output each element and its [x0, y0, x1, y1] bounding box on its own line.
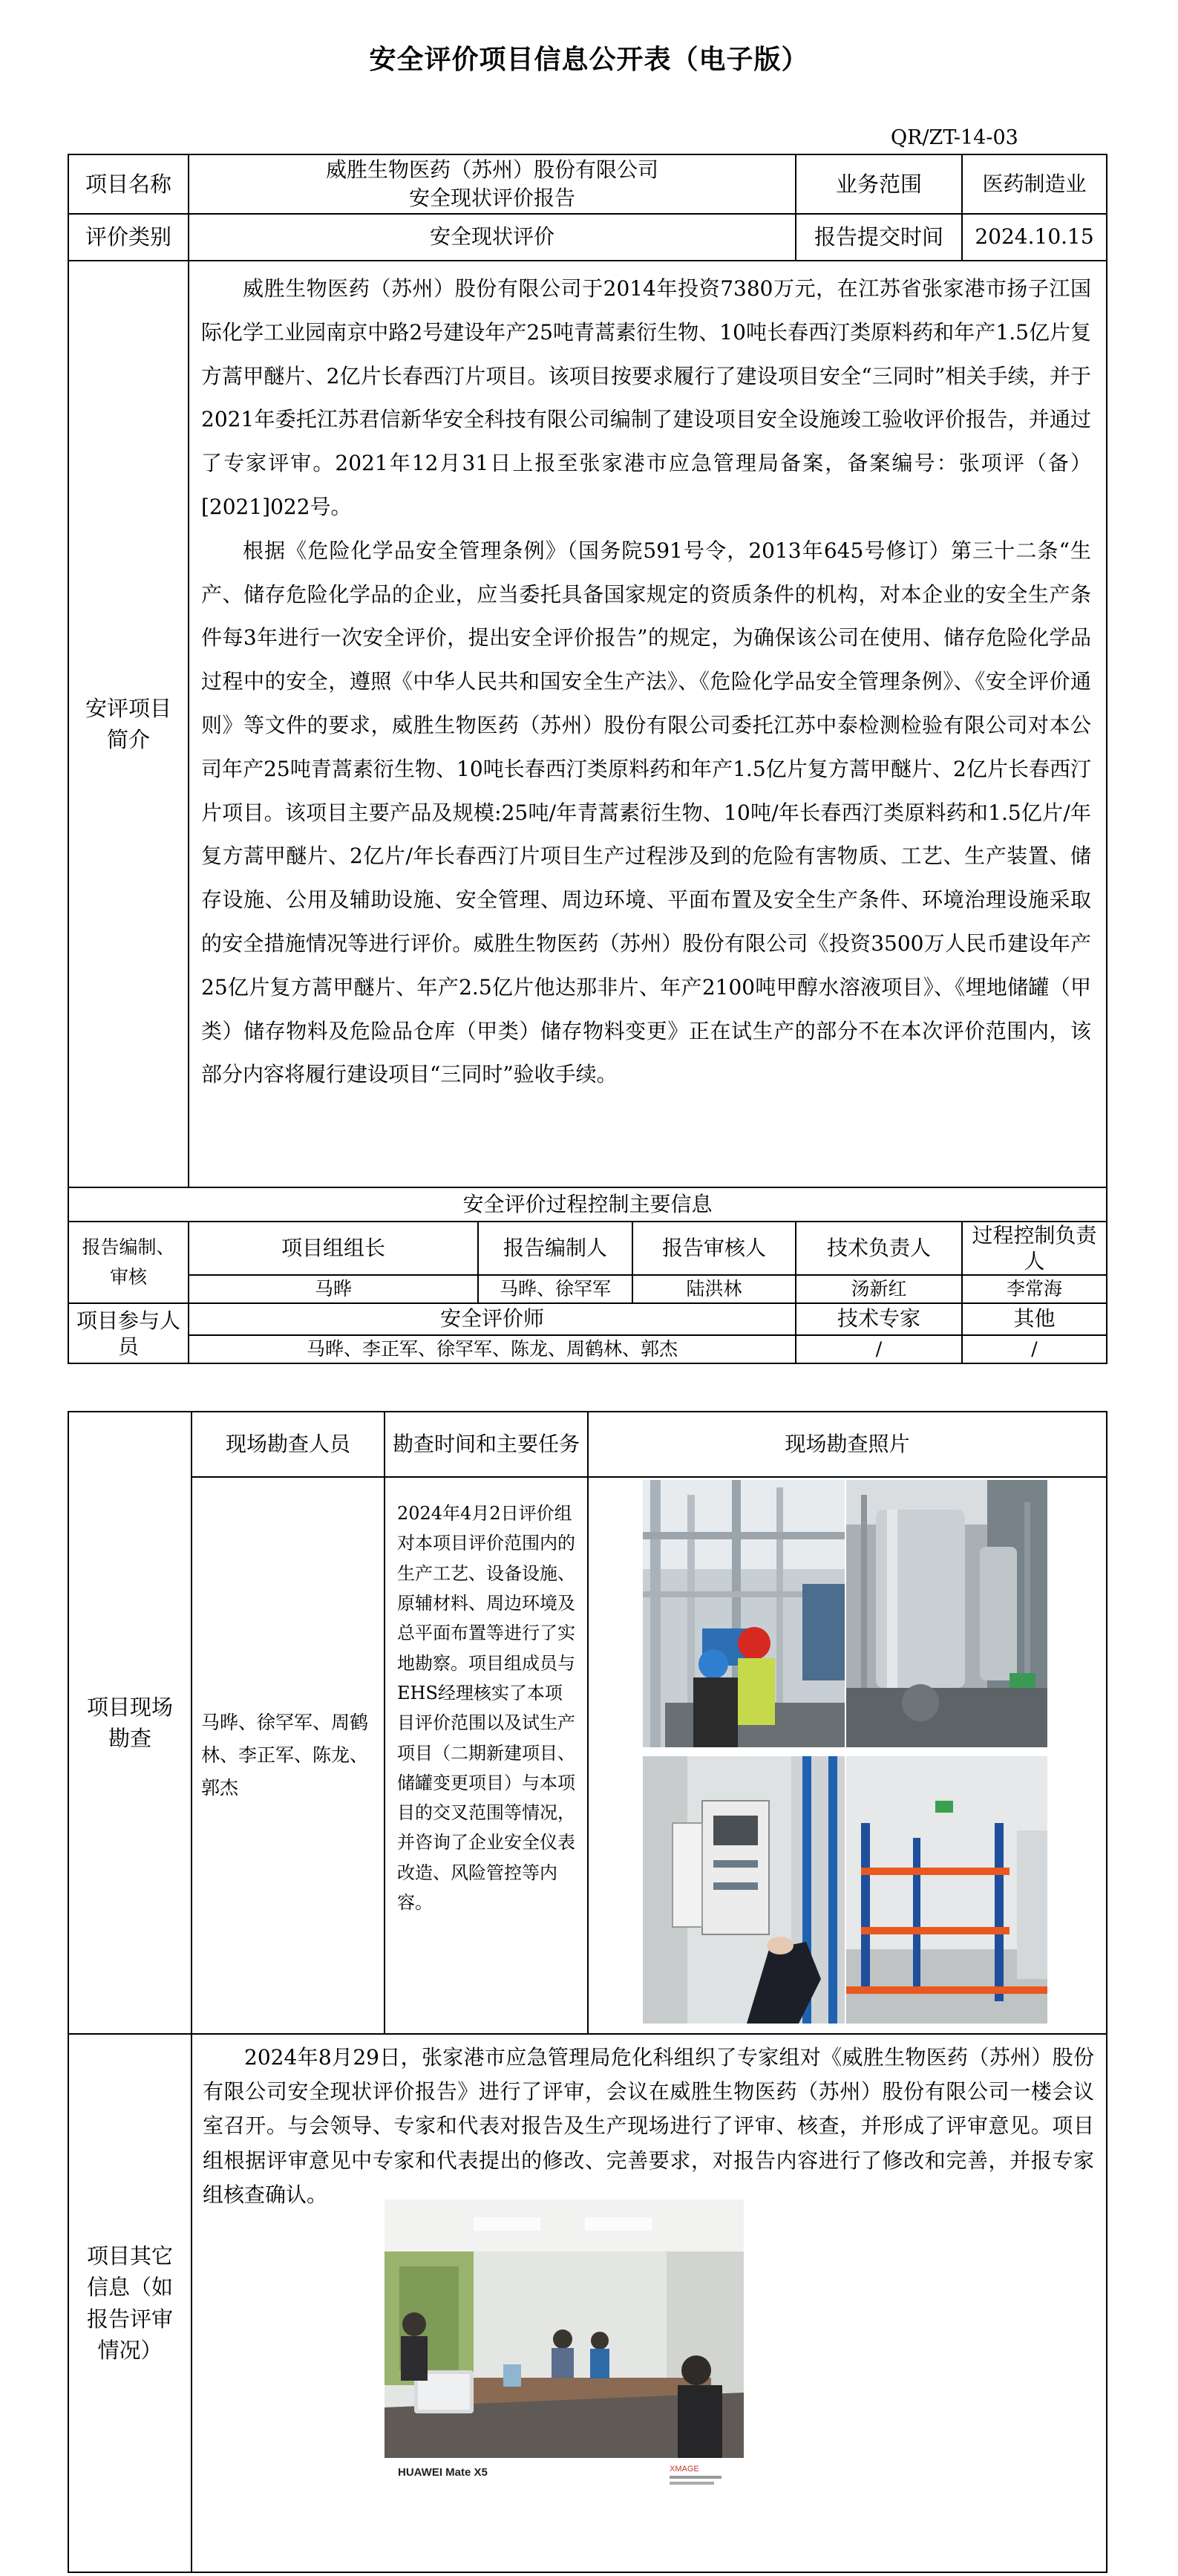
intro-paragraph-2: 根据《危险化学品安全管理条例》（国务院591号令，2013年645号修订）第三十二条“生产、储存危险化学品的企业，应当委托具备国家规定的资质条件的机构，对本企业的安全生产条件每3年进行一次安全评价，提出安全评价报告”的规定，为确保该公司在使用、储存危险化学品过程中的安全，遵照《中华人民共和国安全生产法》、《危险化学品安全管理条例》、《安全评价通则》等文件的要求，威胜生物医药（苏州）股份有限公司委托江苏中泰检测检验有限公司对本公司年产25吨青蒿素衍生物、10吨长春西汀类原料药和年产1.5亿片复方蒿甲醚片、2亿片长春西汀片项目。该项目主要产品及规模:25吨/年青蒿素衍生物、10吨/年长春西汀类原料药和1.5亿片/年复方蒿甲醚片、2亿片/年长春西汀片项目生产过程涉及到的危险有害物质、工艺、生产装置、储存设施、公用及辅助设施、安全管理、周边环境、平面布置及安全生产条件、环境治理设施采取的安全措施情况等进行评价。威胜生物医药（苏州）股份有限公司《投资3500万人民币建设年产25亿片复方蒿甲醚片、年产2.5亿片他达那非片、年产2100吨甲醇水溶液项目》、《埋地储罐（甲类）储存物料及危险品仓库（甲类）储存物料变更》正在试生产的部分不在本次评价范围内，该部分内容将履行建设项目“三同时”验收手续。: [201, 538, 1092, 1087]
survey-label: 项目现场勘查: [68, 1412, 192, 2034]
participants-engineer-header: 安全评价师: [189, 1303, 796, 1335]
participants-other-header: 其他: [962, 1303, 1107, 1335]
submit-time-value: 2024.10.15: [962, 214, 1107, 261]
intro-paragraph-1: 威胜生物医药（苏州）股份有限公司于2014年投资7380万元，在江苏省张家港市扬子江国际化学工业园南京中路2号建设年产25吨青蒿素衍生物、10吨长春西汀类原料药和年产1.5亿片复方蒿甲醚片、2亿片长春西汀片项目。该项目按要求履行了建设项目安全“三同时”相关手续，并于2021年委托江苏君信新华安全科技有限公司编制了建设项目安全设施竣工验收评价报告，并通过了专家评审。2021年12月31日上报至张家港市应急管理局备案，备案编号：张项评（备）[2021]022号。: [201, 276, 1092, 519]
project-name-line2: 安全现状评价报告: [409, 186, 576, 210]
site-photo-pipes-workers: [643, 1480, 845, 1747]
intro-text: [189, 261, 1107, 1187]
survey-persons-header: 现场勘查人员: [192, 1412, 385, 1477]
role-tech-lead: 技术负责人: [796, 1222, 962, 1275]
project-name-label: 项目名称: [68, 154, 189, 214]
info-table: [68, 154, 1107, 1364]
site-photo-tanks: [846, 1480, 1047, 1747]
eval-type-value: 安全现状评价: [189, 214, 796, 261]
business-scope-label: 业务范围: [796, 154, 962, 214]
name-reviewer: 陆洪林: [632, 1275, 796, 1303]
other-info-label: 项目其它信息（如报告评审情况）: [68, 2034, 192, 2572]
intro-label: 安评项目简介: [68, 261, 189, 1187]
meeting-photo: [385, 2200, 744, 2493]
eval-type-label: 评价类别: [68, 214, 189, 261]
participants-expert-value: /: [796, 1335, 962, 1363]
survey-photos-header: 现场勘查照片: [588, 1412, 1107, 1477]
business-scope-value: 医药制造业: [962, 154, 1107, 214]
compile-label: 报告编制、审核: [68, 1222, 189, 1303]
other-info-text: 2024年8月29日，张家港市应急管理局危化科组织了专家组对《威胜生物医药（苏州）股份有限公司安全现状评价报告》进行了评审，会议在威胜生物医药（苏州）股份有限公司一楼会议室召开。与会领导、专家和代表对报告及生产现场进行了评审、核查，并形成了评审意见。项目组根据评审意见中专家和代表提出的修改、完善要求，对报告内容进行了修改和完善，并报专家组核查确认。: [203, 2045, 1094, 2207]
project-name-value: [189, 154, 796, 214]
name-leader: 马晔: [189, 1275, 478, 1303]
process-header: 安全评价过程控制主要信息: [68, 1187, 1107, 1222]
photo-watermark-left: HUAWEI Mate X5: [398, 2466, 488, 2479]
role-reviewer: 报告审核人: [632, 1222, 796, 1275]
survey-persons: 马晔、徐罕军、周鹤林、李正军、陈龙、郭杰: [192, 1477, 385, 2034]
name-compiler: 马晔、徐罕军: [478, 1275, 632, 1303]
survey-time-header: 勘查时间和主要任务: [385, 1412, 588, 1477]
site-photo-electrical-cabinet: [643, 1756, 845, 2024]
document-number: QR/ZT-14-03: [891, 126, 1018, 149]
participants-other-value: /: [962, 1335, 1107, 1363]
submit-time-label: 报告提交时间: [796, 214, 962, 261]
participants-label: 项目参与人员: [68, 1303, 189, 1363]
name-process-ctrl: 李常海: [962, 1275, 1107, 1303]
name-tech-lead: 汤新红: [796, 1275, 962, 1303]
role-compiler: 报告编制人: [478, 1222, 632, 1275]
photo-watermark-right: XMAGE: [670, 2465, 699, 2474]
role-leader: 项目组组长: [189, 1222, 478, 1275]
project-name-line1: 威胜生物医药（苏州）股份有限公司: [326, 157, 659, 183]
role-process-ctrl: 过程控制负责人: [962, 1222, 1107, 1275]
site-photo-storage-racks: [846, 1756, 1047, 2024]
participants-engineer-value: 马晔、李正军、徐罕军、陈龙、周鹤林、郭杰: [189, 1335, 796, 1363]
participants-expert-header: 技术专家: [796, 1303, 962, 1335]
page-title: 安全评价项目信息公开表（电子版）: [369, 44, 809, 75]
survey-description: 2024年4月2日评价组对本项目评价范围内的生产工艺、设备设施、原辅材料、周边环境及总平面布置等进行了实地勘察。项目组成员与EHS经理核实了本项目评价范围以及试生产项目（二期新建项目、储罐变更项目）与本项目的交叉范围等情况，并咨询了企业安全仪表改造、风险管控等内容。: [385, 1477, 588, 2034]
